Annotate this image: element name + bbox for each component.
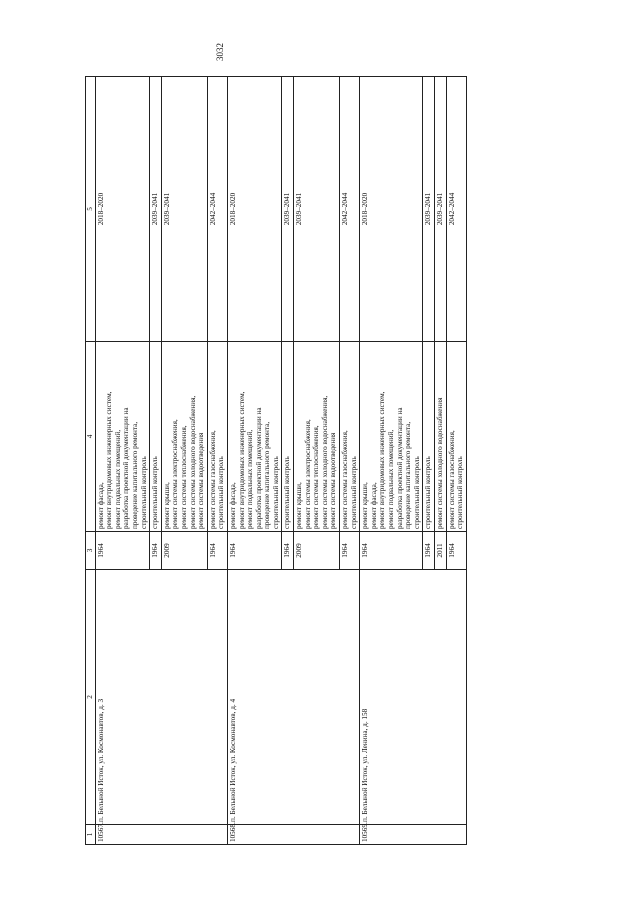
repair-work-item: ремонт системы холодного водоснабжения, bbox=[320, 395, 329, 529]
row-number: 10568. bbox=[227, 825, 359, 845]
repair-work-item: ремонт крыши, bbox=[361, 482, 370, 529]
repair-work-item: строительный контроль bbox=[283, 456, 292, 529]
repair-period: 2042–2044 bbox=[340, 77, 360, 342]
commission-year: 2011 bbox=[434, 532, 446, 570]
repair-work-item: ремонт системы теплоснабжения, bbox=[179, 425, 188, 529]
repair-works bbox=[161, 342, 207, 532]
column-header-5: 5 bbox=[86, 77, 96, 342]
repair-work-item: ремонт внутридомовых инженерных систем, bbox=[237, 391, 246, 529]
page-number: 3032 bbox=[215, 43, 225, 61]
repair-works bbox=[434, 342, 446, 532]
commission-year: 1964 bbox=[95, 532, 150, 570]
repair-work-item: строительный контроль bbox=[217, 456, 226, 529]
repair-work-item: строительный контроль bbox=[349, 456, 358, 529]
repair-works bbox=[95, 342, 150, 532]
repair-work-item: проведение капитального ремонта, bbox=[130, 421, 139, 529]
repair-period: 2039–2041 bbox=[150, 77, 162, 342]
repair-work-item: проведение капитального ремонта, bbox=[263, 421, 272, 529]
repair-work-item: ремонт системы электроснабжения, bbox=[303, 419, 312, 529]
repair-period: 2042–2044 bbox=[207, 77, 227, 342]
repair-works bbox=[446, 342, 466, 532]
commission-year: 2009 bbox=[161, 532, 207, 570]
commission-year: 1964 bbox=[282, 532, 294, 570]
repair-work-item: ремонт крыши, bbox=[295, 482, 304, 529]
repair-work-item: ремонт системы теплоснабжения, bbox=[312, 425, 321, 529]
repair-work-item: ремонт фасада, bbox=[369, 482, 378, 529]
column-header-3: 3 bbox=[86, 532, 96, 570]
column-header-4: 4 bbox=[86, 342, 96, 532]
repair-work-item: ремонт системы электроснабжения, bbox=[171, 419, 180, 529]
repair-work-item: разработка проектной документации на bbox=[254, 407, 263, 529]
repair-period: 2039–2041 bbox=[423, 77, 435, 342]
repair-work-item: ремонт крыши, bbox=[162, 482, 171, 529]
repair-work-item: ремонт фасада, bbox=[96, 482, 105, 529]
repair-works bbox=[150, 342, 162, 532]
repair-work-item: строительный контроль bbox=[151, 456, 160, 529]
repair-period: 2018–2020 bbox=[95, 77, 150, 342]
capital-repair-table bbox=[85, 76, 467, 845]
repair-work-item: строительный контроль bbox=[424, 456, 433, 529]
repair-work-item: ремонт подвальных помещений, bbox=[387, 429, 395, 529]
column-header-2: 2 bbox=[86, 570, 96, 825]
repair-works bbox=[282, 342, 294, 532]
repair-work-item: строительный контроль bbox=[139, 456, 148, 529]
repair-work-item: ремонт системы холодного водоснабжения, bbox=[188, 395, 197, 529]
repair-works bbox=[294, 342, 340, 532]
building-address: п. Белыной Исток, ул. Ленина, д. 158 bbox=[360, 570, 467, 825]
building-address: п. Белыной Исток, ул. Космонавтов, д. 4 bbox=[227, 570, 359, 825]
repair-period: 2039–2041 bbox=[161, 77, 207, 342]
repair-work-item: ремонт системы водоотведения bbox=[197, 432, 206, 529]
repair-period: 2039–2041 bbox=[294, 77, 340, 342]
repair-work-item: ремонт фасада, bbox=[228, 482, 237, 529]
commission-year: 2009 bbox=[294, 532, 340, 570]
repair-period: 2039–2041 bbox=[434, 77, 446, 342]
repair-work-item: ремонт подвальных помещений, bbox=[113, 429, 122, 529]
repair-work-item: разработка проектной документации на bbox=[395, 407, 404, 529]
repair-period: 2018–2020 bbox=[360, 77, 423, 342]
repair-work-item: строительный контроль bbox=[412, 456, 421, 529]
repair-works bbox=[360, 342, 423, 532]
repair-work-item: ремонт системы газоснабжения, bbox=[208, 430, 217, 529]
repair-work-item: ремонт системы газоснабжения, bbox=[341, 430, 350, 529]
repair-work-item: строительный контроль bbox=[271, 456, 280, 529]
column-number-row bbox=[86, 77, 96, 845]
table-row bbox=[95, 77, 150, 845]
repair-works bbox=[340, 342, 360, 532]
commission-year: 1964 bbox=[446, 532, 466, 570]
repair-work-item: ремонт внутридомовых инженерных систем, bbox=[105, 391, 114, 529]
commission-year: 1964 bbox=[150, 532, 162, 570]
row-number: 10569. bbox=[360, 825, 467, 845]
commission-year: 1964 bbox=[227, 532, 282, 570]
commission-year: 1964 bbox=[360, 532, 423, 570]
table-body bbox=[95, 77, 466, 845]
row-number: 10567. bbox=[95, 825, 227, 845]
repair-work-item: ремонт внутридомовых инженерных систем, bbox=[378, 391, 387, 529]
table-row bbox=[360, 77, 423, 845]
repair-period: 2039–2041 bbox=[282, 77, 294, 342]
table-row bbox=[227, 77, 282, 845]
repair-work-item: ремонт системы водоотведения bbox=[329, 432, 338, 529]
commission-year: 1964 bbox=[207, 532, 227, 570]
commission-year: 1964 bbox=[423, 532, 435, 570]
repair-work-item: разработка проектной документации на bbox=[122, 407, 131, 529]
building-address: п. Белыной Исток, ул. Космонавтов, д. 3 bbox=[95, 570, 227, 825]
repair-work-item: ремонт системы холодного водоснабжения bbox=[435, 397, 444, 529]
repair-works bbox=[423, 342, 435, 532]
repair-period: 2042–2044 bbox=[446, 77, 466, 342]
repair-work-item: ремонт системы газоснабжения, bbox=[447, 430, 456, 529]
repair-works bbox=[207, 342, 227, 532]
repair-work-item: строительный контроль bbox=[456, 456, 465, 529]
column-header-1: 1 bbox=[86, 825, 96, 845]
repair-work-item: проведение капитального ремонта, bbox=[404, 421, 413, 529]
repair-period: 2018–2020 bbox=[227, 77, 282, 342]
repair-works bbox=[227, 342, 282, 532]
repair-work-item: ремонт подвальных помещений, bbox=[246, 429, 255, 529]
commission-year: 1964 bbox=[340, 532, 360, 570]
rotated-table-wrapper bbox=[85, 77, 579, 845]
